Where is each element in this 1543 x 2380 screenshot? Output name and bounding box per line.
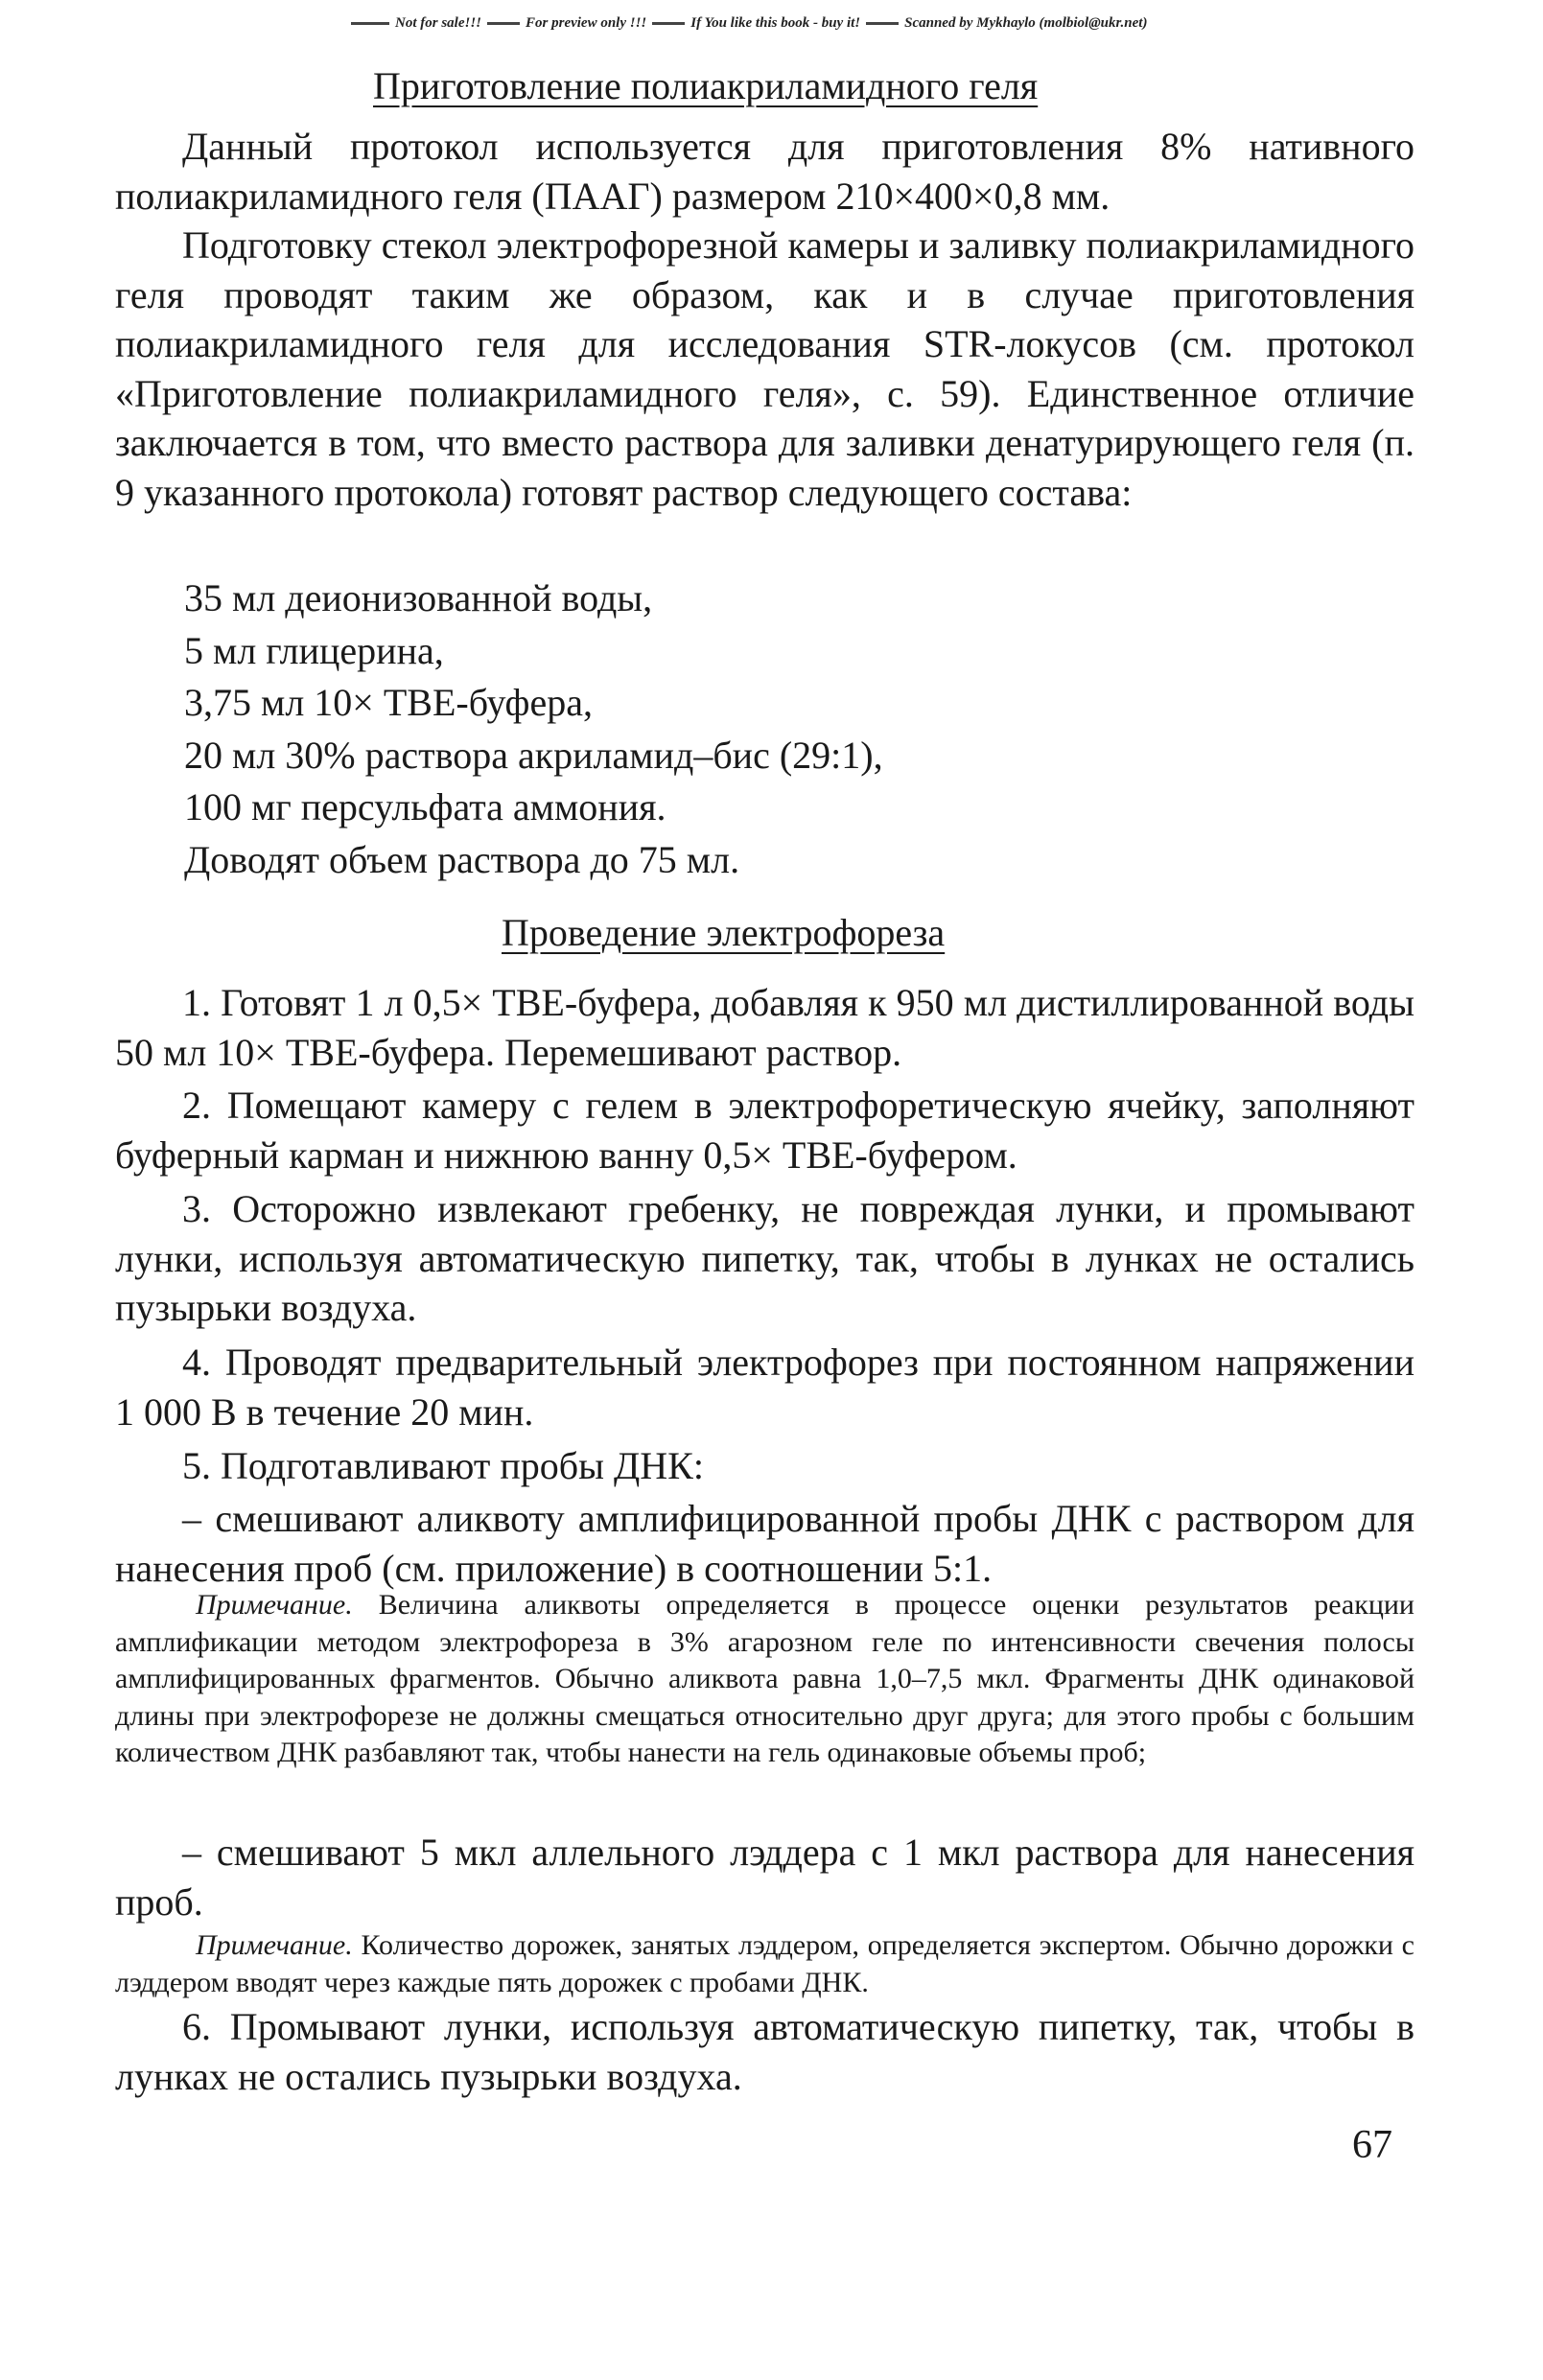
step-4: 4. Проводят предварительный электрофорез при постоянном напряжении 1 000 В в течение 20 мин. [115,1341,1414,1434]
note-text: Количество дорожек, занятых лэддером, определяется экспертом. Обычно дорожки с лэддером вводят через каждые пять дорожек с пробами ДНК. [115,1929,1414,1998]
watermark-preview-only: For preview only !!! [526,14,647,31]
recipe-item: 3,75 мл 10× ТВЕ-буфера, [184,681,593,724]
note-aliquot [115,1587,1414,1772]
step-3: 3. Осторожно извлекают гребенку, не повреждая лунки, и промывают лунки, используя автоматическую пипетку, так, чтобы в лунках не остались пузырьки воздуха. [115,1187,1414,1329]
preparation-paragraph: Подготовку стекол электрофорезной камеры и заливку полиакриламидного геля проводят таким же образом, как и в случае приготовления полиакриламидного геля для исследования STR-локусов (см. протокол «Приготовление полиакриламидного геля», с. 59). Единственное отличие заключается в том, что вместо раствора для заливки денатурирующего геля (п. 9 указанного протокола) готовят раствор следующего состава: [115,223,1414,514]
note-ladder [115,1927,1414,2001]
note-text: Величина аликвоты определяется в процессе оценки результатов реакции амплификации методом электрофореза в 3% агарозном геле по интенсивности свечения полосы амплифицированных фрагментов. Обычно аликвота равна 1,0–7,5 мкл. Фрагменты ДНК одинаковой длины при электрофорезе не должны смещаться относительно друг друга; для этого пробы с большим количеством ДНК разбавляют так, чтобы нанести на гель одинаковые объемы проб; [115,1589,1414,1768]
recipe-item: 20 мл 30% раствора акриламид–бис (29:1), [184,733,883,777]
recipe-item: 100 мг персульфата аммония. [184,785,666,828]
watermark-scanned-by: Scanned by Mykhaylo (molbiol@ukr.net) [904,14,1148,31]
watermark-rule [351,22,389,25]
note-label: Примечание. [196,1589,353,1621]
watermark-rule [487,22,520,25]
watermark-rule [652,22,685,25]
watermark-not-for-sale: Not for sale!!! [395,14,482,31]
watermark-rule [866,22,899,25]
step-5b: – смешивают 5 мкл аллельного лэддера с 1 мкл раствора для нанесения проб. [115,1831,1414,1924]
recipe-item: 35 мл деионизованной воды, [184,576,653,619]
note-label: Примечание. [196,1929,353,1961]
step-2: 2. Помещают камеру с гелем в электрофоретическую ячейку, заполняют буферный карман и нижнюю ванну 0,5× ТВЕ-буфером. [115,1084,1414,1177]
recipe-item: Доводят объем раствора до 75 мл. [184,837,740,881]
step-6: 6. Промывают лунки, используя автоматическую пипетку, так, чтобы в лунках не остались пузырьки воздуха. [115,2005,1414,2098]
intro-paragraph: Данный протокол используется для приготовления 8% нативного полиакриламидного геля (ПААГ) размером 210×400×0,8 мм. [115,125,1414,218]
scan-watermark [345,8,1323,38]
recipe-list [184,572,883,886]
section-title-electrophoresis: Проведение электрофореза [502,911,946,954]
watermark-buy-it: If You like this book - buy it! [690,14,861,31]
section-title-gel-preparation: Приготовление полиакриламидного геля [373,64,1039,107]
step-1: 1. Готовят 1 л 0,5× ТВЕ-буфера, добавляя к 950 мл дистиллированной воды 50 мл 10× ТВЕ-буфера. Перемешивают раствор. [115,981,1414,1074]
step-5: 5. Подготавливают пробы ДНК: [182,1444,704,1487]
recipe-item: 5 мл глицерина, [184,628,444,672]
page-number: 67 [1352,2123,1392,2167]
step-5a: – смешивают аликвоту амплифицированной пробы ДНК с раствором для нанесения проб (см. приложение) в соотношении 5:1. [115,1497,1414,1590]
